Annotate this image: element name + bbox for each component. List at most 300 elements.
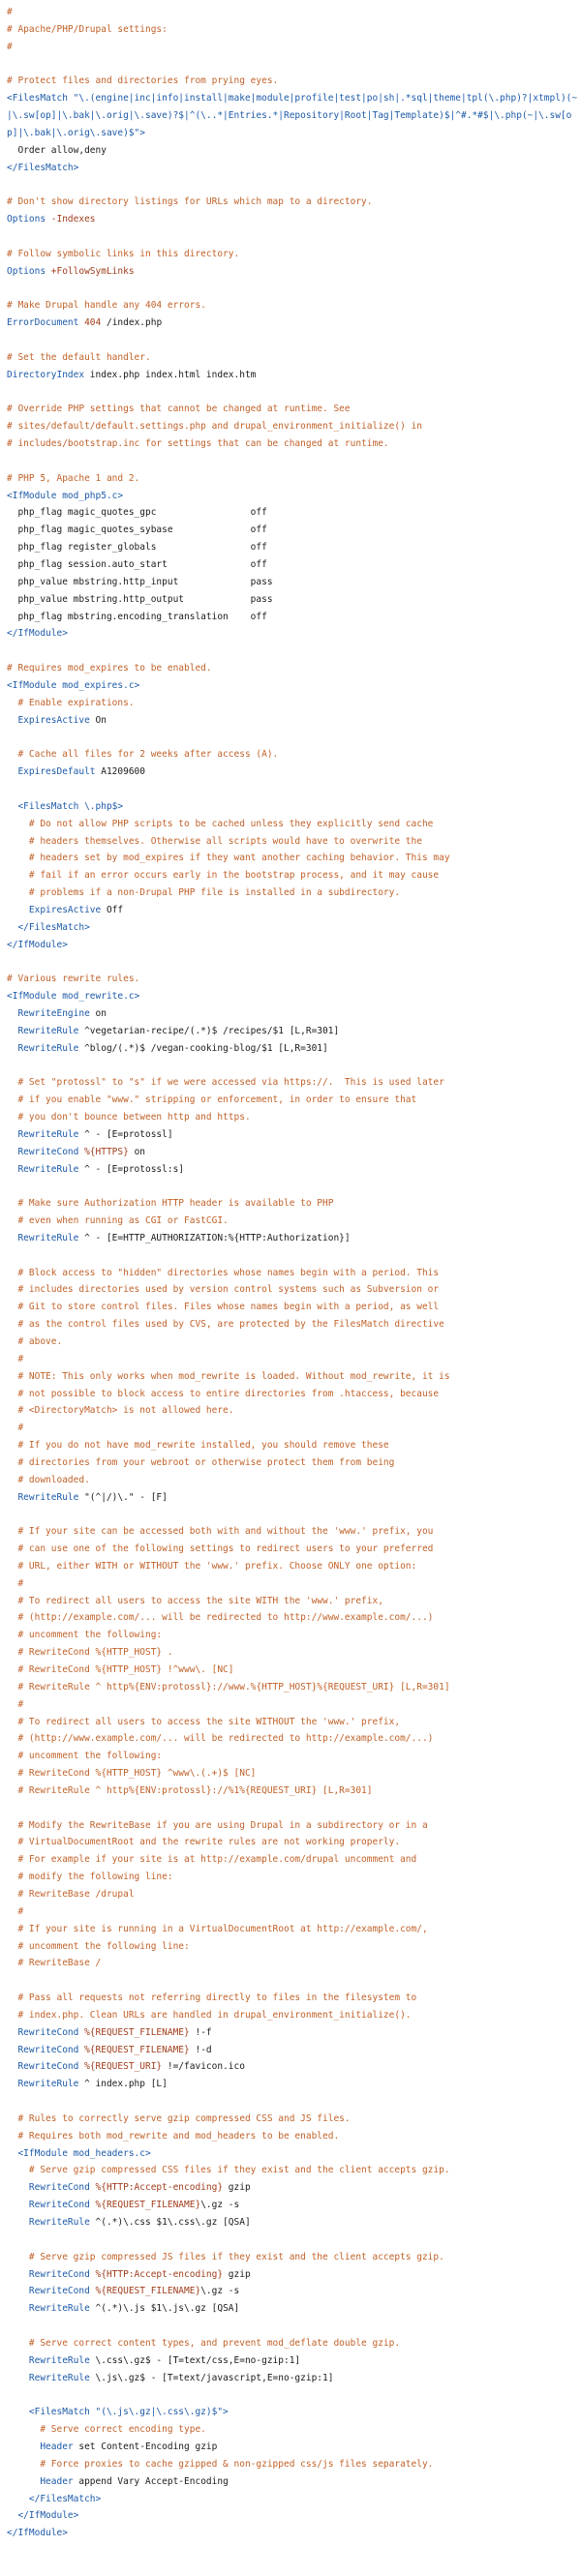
code-line <box>7 1023 581 1040</box>
code-line <box>7 816 581 833</box>
directive-args: \.js\.gz$ - [T=text/javascript,E=no-gzip:1] <box>95 2372 334 2383</box>
code-comment: # RewriteCond %{HTTP_HOST} . <box>7 1647 173 1659</box>
directive: Header <box>7 2441 79 2452</box>
code-comment: # uncomment the following: <box>7 1751 163 1762</box>
code-text: <IfModule mod_php5.c> <box>7 490 124 501</box>
directive-args: !-d <box>189 2044 212 2055</box>
code-line <box>7 1195 581 1213</box>
code-line <box>7 953 581 971</box>
code-line <box>7 2421 581 2439</box>
code-comment: # Don't show directory listings for URLs which map to a directory. <box>7 196 373 208</box>
code-comment: # includes directories used by version control systems such as Subversion or <box>7 1284 440 1296</box>
code-line <box>7 539 581 556</box>
code-line <box>7 1420 581 1437</box>
code-text: <FilesMatch "\.(engine|inc|info|install|make|module|profile|test|po|sh|.*sql|theme|tpl(\.php)?|xtmpl)(~|\.sw[op]|\.bak|\.orig|\.save)?$|^(\..*|Entries.*|Repository|Root|Tag|Template)$|^#.*#$|\.php(~|\.sw[op]|\.bak|\.orig\.save)$"> <box>7 93 578 138</box>
code-line <box>7 1662 581 1679</box>
code-line <box>7 1074 581 1092</box>
code-line <box>7 867 581 884</box>
code-comment: # sites/default/default.settings.php and drupal_environment_initialize() in <box>7 421 422 433</box>
code-comment: # URL, either WITH or WITHOUT the 'www.' prefix. Choose ONLY one option: <box>7 1560 417 1572</box>
code-line <box>7 2024 581 2042</box>
code-comment: # Follow symbolic links in this directory. <box>7 248 240 259</box>
code-line <box>7 2507 581 2525</box>
directive-value: %{REQUEST_FILENAME} <box>95 2286 201 2297</box>
code-line <box>7 609 581 626</box>
code-comment: # To redirect all users to access the site WITH the 'www.' prefix, <box>7 1595 383 1606</box>
code-line <box>7 1627 581 1644</box>
directive-args: set Content-Encoding gzip <box>78 2441 218 2452</box>
code-line <box>7 850 581 867</box>
code-line <box>7 2352 581 2370</box>
code-comment: # modify the following line: <box>7 1872 173 1883</box>
directive-args: "(^|/)\." - [F] <box>84 1491 168 1503</box>
directive: RewriteCond <box>7 2268 96 2280</box>
code-line <box>7 281 581 298</box>
directive-args: On <box>95 714 107 726</box>
code-line <box>7 21 581 39</box>
directive: ExpiresDefault <box>7 766 102 778</box>
code-text: <IfModule mod_rewrite.c> <box>7 991 140 1003</box>
code-text: </IfModule> <box>7 628 68 640</box>
code-comment: # you don't bounce between http and https. <box>7 1112 251 1123</box>
directive: RewriteCond <box>7 2044 85 2055</box>
directive-args: ^ - [E=HTTP_AUTHORIZATION:%{HTTP:Authorization}] <box>84 1232 351 1243</box>
code-comment: # Make sure Authorization HTTP header is available to PHP <box>7 1198 334 1210</box>
code-line <box>7 1851 581 1869</box>
code-line <box>7 1609 581 1627</box>
code-line <box>7 1437 581 1454</box>
directive-value: +FollowSymLinks <box>50 265 135 277</box>
code-line <box>7 1333 581 1351</box>
code-comment: # includes/bootstrap.inc for settings that can be changed at runtime. <box>7 438 389 450</box>
code-line <box>7 1817 581 1835</box>
code-line <box>7 1990 581 2007</box>
code-comment: # If your site is running in a VirtualDocumentRoot at http://example.com/, <box>7 1923 428 1934</box>
code-line <box>7 2179 581 2197</box>
code-text: <IfModule mod_expires.c> <box>7 679 140 691</box>
code-line <box>7 1213 581 1230</box>
code-line <box>7 1299 581 1316</box>
directive-args: ^blog/(.*)$ /vegan-cooking-blog/$1 [L,R=301] <box>84 1042 328 1054</box>
code-line <box>7 1558 581 1575</box>
code-line <box>7 919 581 937</box>
code-line <box>7 194 581 211</box>
code-line <box>7 2266 581 2284</box>
code-line <box>7 1316 581 1333</box>
code-comment: # Set "protossl" to "s" if we were accessed via https://. This is used later <box>7 1077 444 1089</box>
directive-args: Off <box>106 904 124 915</box>
code-line <box>7 1506 581 1523</box>
code-line <box>7 297 581 315</box>
directive-args: !=/favicon.ico <box>162 2061 245 2073</box>
code-comment: # <box>7 7 13 17</box>
code-line <box>7 90 581 142</box>
code-comment: # Do not allow PHP scripts to be cached unless they explicitly send cache <box>7 818 434 829</box>
code-line <box>7 1005 581 1023</box>
directive-args: ^ - [E=protossl:s] <box>84 1163 185 1175</box>
code-line <box>7 2249 581 2266</box>
code-comment: # PHP 5, Apache 1 and 2. <box>7 472 140 484</box>
code-line <box>7 1368 581 1386</box>
code-line <box>7 695 581 712</box>
code-line <box>7 1575 581 1593</box>
code-comment: # NOTE: This only works when mod_rewrite is loaded. Without mod_rewrite, it is <box>7 1370 450 1382</box>
code-comment: # For example if your site is at http://example.com/drupal uncomment and <box>7 1854 417 1866</box>
directive: ExpiresActive <box>7 904 107 915</box>
code-line <box>7 1126 581 1144</box>
code-line <box>7 1109 581 1126</box>
code-line <box>7 1972 581 1990</box>
code-line <box>7 332 581 349</box>
code-text: </IfModule> <box>7 939 68 950</box>
code-line <box>7 1472 581 1489</box>
code-comment: # Block access to "hidden" directories whose names begin with a period. This <box>7 1267 440 1278</box>
code-line <box>7 574 581 591</box>
code-comment: # even when running as CGI or FastCGI. <box>7 1215 229 1227</box>
code-line <box>7 884 581 902</box>
code-line <box>7 435 581 453</box>
directive-value: %{HTTP:Accept-encoding} <box>95 2268 224 2280</box>
code-line <box>7 488 581 505</box>
code-line <box>7 2473 581 2491</box>
directive-value: %{HTTPS} <box>84 1146 129 1157</box>
code-text: php_value mbstring.http_output pass <box>7 593 273 605</box>
directive: RewriteEngine <box>7 1007 96 1019</box>
code-line <box>7 263 581 281</box>
code-line <box>7 833 581 851</box>
code-line <box>7 937 581 954</box>
directive: RewriteCond <box>7 1146 85 1157</box>
directive-args: \.gz -s <box>200 2200 240 2211</box>
code-line <box>7 556 581 574</box>
directive-value: %{HTTP:Accept-encoding} <box>95 2182 224 2194</box>
code-text: php_flag mbstring.encoding_translation off <box>7 611 267 622</box>
code-line <box>7 2370 581 2387</box>
code-line <box>7 971 581 988</box>
code-line <box>7 142 581 160</box>
code-comment: # RewriteRule ^ http%{ENV:protossl}://www.%{HTTP_HOST}%{REQUEST_URI} [L,R=301] <box>7 1681 450 1692</box>
code-line <box>7 2456 581 2473</box>
directive-args: gzip <box>223 2182 251 2194</box>
code-line <box>7 2386 581 2404</box>
code-comment: # Rules to correctly serve gzip compressed CSS and JS files. <box>7 2112 351 2124</box>
directive: RewriteCond <box>7 2061 85 2073</box>
directive-args: append Vary Accept-Encoding <box>78 2475 229 2487</box>
code-line <box>7 1834 581 1851</box>
code-comment: # (http://example.com/... will be redirected to http://www.example.com/...) <box>7 1612 434 1624</box>
directive-args: \.gz -s <box>200 2286 240 2297</box>
code-line <box>7 160 581 177</box>
code-comment: # Git to store control files. Files whose names begin with a period, as well <box>7 1302 440 1313</box>
code-text: <IfModule mod_headers.c> <box>7 2147 151 2159</box>
code-line <box>7 1040 581 1058</box>
code-comment: # as the control files used by CVS, are protected by the FilesMatch directive <box>7 1319 444 1331</box>
code-line <box>7 504 581 522</box>
code-comment: # Serve gzip compressed JS files if they exist and the client accepts gzip. <box>7 2251 444 2262</box>
code-line <box>7 1714 581 1731</box>
code-line <box>7 1765 581 1782</box>
directive: RewriteRule <box>7 1042 85 1054</box>
code-comment: # Force proxies to cache gzipped & non-gzipped css/js files separately. <box>7 2458 434 2470</box>
directive-args: on <box>95 1007 107 1019</box>
code-comment: # Apache/PHP/Drupal settings: <box>7 23 168 35</box>
code-line <box>7 246 581 263</box>
code-line <box>7 39 581 56</box>
directive: RewriteRule <box>7 1491 85 1503</box>
code-line <box>7 470 581 488</box>
code-comment: # Serve correct encoding type. <box>7 2424 206 2436</box>
code-line <box>7 729 581 746</box>
code-line <box>7 1161 581 1179</box>
directive-args: /index.php <box>101 317 163 329</box>
code-line <box>7 643 581 660</box>
code-comment: # Cache all files for 2 weeks after access (A). <box>7 749 279 761</box>
code-comment: # index.php. Clean URLs are handled in drupal_environment_initialize(). <box>7 2009 412 2021</box>
directive: RewriteCond <box>7 2182 96 2194</box>
code-comment: # <box>7 41 13 52</box>
code-comment: # uncomment the following: <box>7 1630 163 1641</box>
code-line <box>7 1247 581 1265</box>
code-line <box>7 1386 581 1403</box>
code-line <box>7 1730 581 1748</box>
directive: Header <box>7 2475 79 2487</box>
code-line <box>7 1921 581 1938</box>
directive-args: ^ - [E=protossl] <box>84 1128 173 1140</box>
code-comment: # Various rewrite rules. <box>7 973 140 985</box>
code-line <box>7 1092 581 1109</box>
directive: RewriteRule <box>7 2079 85 2090</box>
directive-value: %{REQUEST_FILENAME} <box>95 2200 201 2211</box>
code-text: php_flag session.auto_start off <box>7 559 267 570</box>
code-line <box>7 1886 581 1903</box>
directive-value: %{REQUEST_URI} <box>84 2061 163 2073</box>
code-line <box>7 384 581 402</box>
code-line <box>7 2076 581 2093</box>
code-comment: # <box>7 1577 24 1589</box>
code-line <box>7 315 581 332</box>
code-line <box>7 1955 581 1972</box>
code-comment: # headers set by mod_expires if they want another caching behavior. This may <box>7 853 450 864</box>
code-comment: # <box>7 1353 24 1364</box>
directive: RewriteCond <box>7 2026 85 2038</box>
code-line <box>7 2232 581 2249</box>
directive: RewriteCond <box>7 2200 96 2211</box>
code-line <box>7 73 581 90</box>
code-comment: # Pass all requests not referring directly to files in the filesystem to <box>7 1992 417 2004</box>
code-comment: # directories from your webroot or otherwise protect them from being <box>7 1456 395 1468</box>
code-line <box>7 2404 581 2421</box>
code-line <box>7 1351 581 1368</box>
directive: Options <box>7 214 51 225</box>
code-line <box>7 988 581 1005</box>
directive-value: -Indexes <box>50 214 96 225</box>
code-text: php_value mbstring.http_input pass <box>7 576 273 587</box>
code-line <box>7 1057 581 1074</box>
code-line <box>7 522 581 539</box>
code-line <box>7 764 581 781</box>
code-line <box>7 625 581 643</box>
code-comment: # headers themselves. Otherwise all scripts would have to overwrite the <box>7 835 422 847</box>
directive: RewriteRule <box>7 2354 96 2366</box>
code-text: php_flag magic_quotes_gpc off <box>7 507 267 519</box>
directive: RewriteRule <box>7 2303 96 2315</box>
code-line <box>7 56 581 74</box>
code-line <box>7 660 581 677</box>
code-line <box>7 2042 581 2059</box>
directive-value: 404 <box>84 317 102 329</box>
code-line <box>7 1265 581 1282</box>
code-line <box>7 591 581 609</box>
code-line <box>7 1454 581 1472</box>
code-comment: # can use one of the following settings to redirect users to your preferred <box>7 1543 434 1555</box>
code-line <box>7 1402 581 1420</box>
directive: RewriteCond <box>7 2286 96 2297</box>
code-line <box>7 1800 581 1817</box>
code-line <box>7 1593 581 1610</box>
code-comment: # Requires both mod_rewrite and mod_headers to be enabled. <box>7 2130 340 2142</box>
code-comment: # If your site can be accessed both with and without the 'www.' prefix, you <box>7 1526 434 1538</box>
code-line <box>7 2007 581 2024</box>
code-line <box>7 2145 581 2163</box>
directive: RewriteRule <box>7 2217 96 2228</box>
code-text: Order allow,deny <box>7 144 107 156</box>
code-comment: # downloaded. <box>7 1474 90 1485</box>
code-comment: # RewriteBase / <box>7 1958 102 1969</box>
code-line <box>7 2093 581 2111</box>
code-line <box>7 1903 581 1921</box>
code-comment: # RewriteCond %{HTTP_HOST} ^www\.(.+)$ [NC] <box>7 1768 257 1780</box>
directive-value: %{REQUEST_FILENAME} <box>84 2044 190 2055</box>
code-line <box>7 1869 581 1886</box>
code-line <box>7 228 581 246</box>
directive-args: !-f <box>189 2026 212 2038</box>
code-line <box>7 2525 581 2542</box>
code-comment: # (http://www.example.com/... will be redirected to http://example.com/...) <box>7 1733 434 1745</box>
code-comment: # RewriteRule ^ http%{ENV:protossl}://%1%{REQUEST_URI} [L,R=301] <box>7 1784 373 1796</box>
code-line <box>7 781 581 798</box>
code-comment: # VirtualDocumentRoot and the rewrite rules are not working properly. <box>7 1837 401 1848</box>
code-line <box>7 2128 581 2145</box>
code-line <box>7 2214 581 2232</box>
directive-args: index.php index.html index.htm <box>89 369 257 380</box>
code-text: php_flag register_globals off <box>7 542 267 554</box>
code-line <box>7 746 581 764</box>
code-line <box>7 1523 581 1541</box>
code-line <box>7 1489 581 1507</box>
code-line <box>7 1178 581 1195</box>
code-text: </IfModule> <box>7 2510 79 2522</box>
directive-args: ^ index.php [L] <box>84 2079 168 2090</box>
code-comment: # not possible to block access to entire directories from .htaccess, because <box>7 1388 440 1399</box>
code-line <box>7 712 581 730</box>
code-line <box>7 2439 581 2456</box>
directive: ErrorDocument <box>7 317 85 329</box>
directive: DirectoryIndex <box>7 369 90 380</box>
directive: Options <box>7 265 51 277</box>
directive: RewriteRule <box>7 1128 85 1140</box>
code-comment: # Enable expirations. <box>7 697 135 708</box>
code-comment: # If you do not have mod_rewrite installed, you should remove these <box>7 1440 389 1452</box>
code-line <box>7 1938 581 1956</box>
code-comment: # To redirect all users to access the site WITHOUT the 'www.' prefix, <box>7 1716 401 1727</box>
code-text: php_flag magic_quotes_sybase off <box>7 524 267 536</box>
directive-args: ^(.*)\.js $1\.js\.gz [QSA] <box>95 2303 240 2315</box>
code-comment: # uncomment the following line: <box>7 1940 190 1952</box>
code-comment: # RewriteCond %{HTTP_HOST} !^www\. [NC] <box>7 1664 234 1675</box>
directive-args: on <box>128 1146 146 1157</box>
directive-value: %{REQUEST_FILENAME} <box>84 2026 190 2038</box>
code-comment: # Make Drupal handle any 404 errors. <box>7 300 206 312</box>
code-comment: # Serve correct content types, and prevent mod_deflate double gzip. <box>7 2337 401 2349</box>
code-line <box>7 1748 581 1765</box>
code-text: <FilesMatch "(\.js\.gz|\.css\.gz)$"> <box>7 2407 229 2418</box>
code-comment: # <box>7 1423 24 1434</box>
code-text: </FilesMatch> <box>7 2493 102 2504</box>
directive-args: \.css\.gz$ - [T=text/css,E=no-gzip:1] <box>95 2354 301 2366</box>
code-comment: # Override PHP settings that cannot be changed at runtime. See <box>7 404 351 415</box>
code-line <box>7 2162 581 2179</box>
code-comment: # Requires mod_expires to be enabled. <box>7 663 212 674</box>
code-line <box>7 1679 581 1696</box>
code-text: </FilesMatch> <box>7 162 79 173</box>
directive: RewriteRule <box>7 1025 85 1036</box>
code-text: <FilesMatch \.php$> <box>7 800 124 812</box>
code-line <box>7 211 581 228</box>
directive-args: ^vegetarian-recipe/(.*)$ /recipes/$1 [L,R=301] <box>84 1025 340 1036</box>
directive-args: gzip <box>223 2268 251 2280</box>
code-line <box>7 453 581 470</box>
directive: RewriteRule <box>7 1163 85 1175</box>
code-line <box>7 798 581 816</box>
code-line <box>7 1281 581 1299</box>
code-comment: # <box>7 1698 24 1710</box>
directive: RewriteRule <box>7 1232 85 1243</box>
code-comment: # if you enable "www." stripping or enforcement, in order to ensure that <box>7 1094 417 1106</box>
code-line <box>7 418 581 435</box>
code-comment: # Modify the RewriteBase if you are using Drupal in a subdirectory or in a <box>7 1819 428 1831</box>
code-comment: # problems if a non-Drupal PHP file is installed in a subdirectory. <box>7 887 401 899</box>
code-comment: # RewriteBase /drupal <box>7 1888 135 1900</box>
code-line <box>7 4 581 21</box>
code-line <box>7 2318 581 2335</box>
code-line <box>7 176 581 194</box>
code-line <box>7 2491 581 2508</box>
code-line <box>7 2058 581 2076</box>
directive-args: A1209600 <box>101 766 145 778</box>
code-line <box>7 349 581 367</box>
code-comment: # Protect files and directories from prying eyes. <box>7 75 279 87</box>
code-line <box>7 1230 581 1247</box>
directive: RewriteRule <box>7 2372 96 2383</box>
code-line <box>7 1144 581 1161</box>
code-text: </FilesMatch> <box>7 921 90 933</box>
code-line <box>7 2197 581 2214</box>
code-comment: # <box>7 1905 24 1917</box>
code-comment: # Serve gzip compressed CSS files if they exist and the client accepts gzip. <box>7 2165 450 2176</box>
code-line <box>7 677 581 695</box>
code-line <box>7 1782 581 1800</box>
code-comment: # above. <box>7 1335 63 1347</box>
code-comment: # fail if an error occurs early in the bootstrap process, and it may cause <box>7 870 440 882</box>
code-line <box>7 902 581 919</box>
code-line <box>7 1696 581 1714</box>
code-text: </IfModule> <box>7 2528 68 2539</box>
code-line <box>7 2300 581 2318</box>
code-line <box>7 2283 581 2300</box>
code-line <box>7 1644 581 1662</box>
code-line <box>7 401 581 418</box>
code-comment: # Set the default handler. <box>7 351 151 363</box>
